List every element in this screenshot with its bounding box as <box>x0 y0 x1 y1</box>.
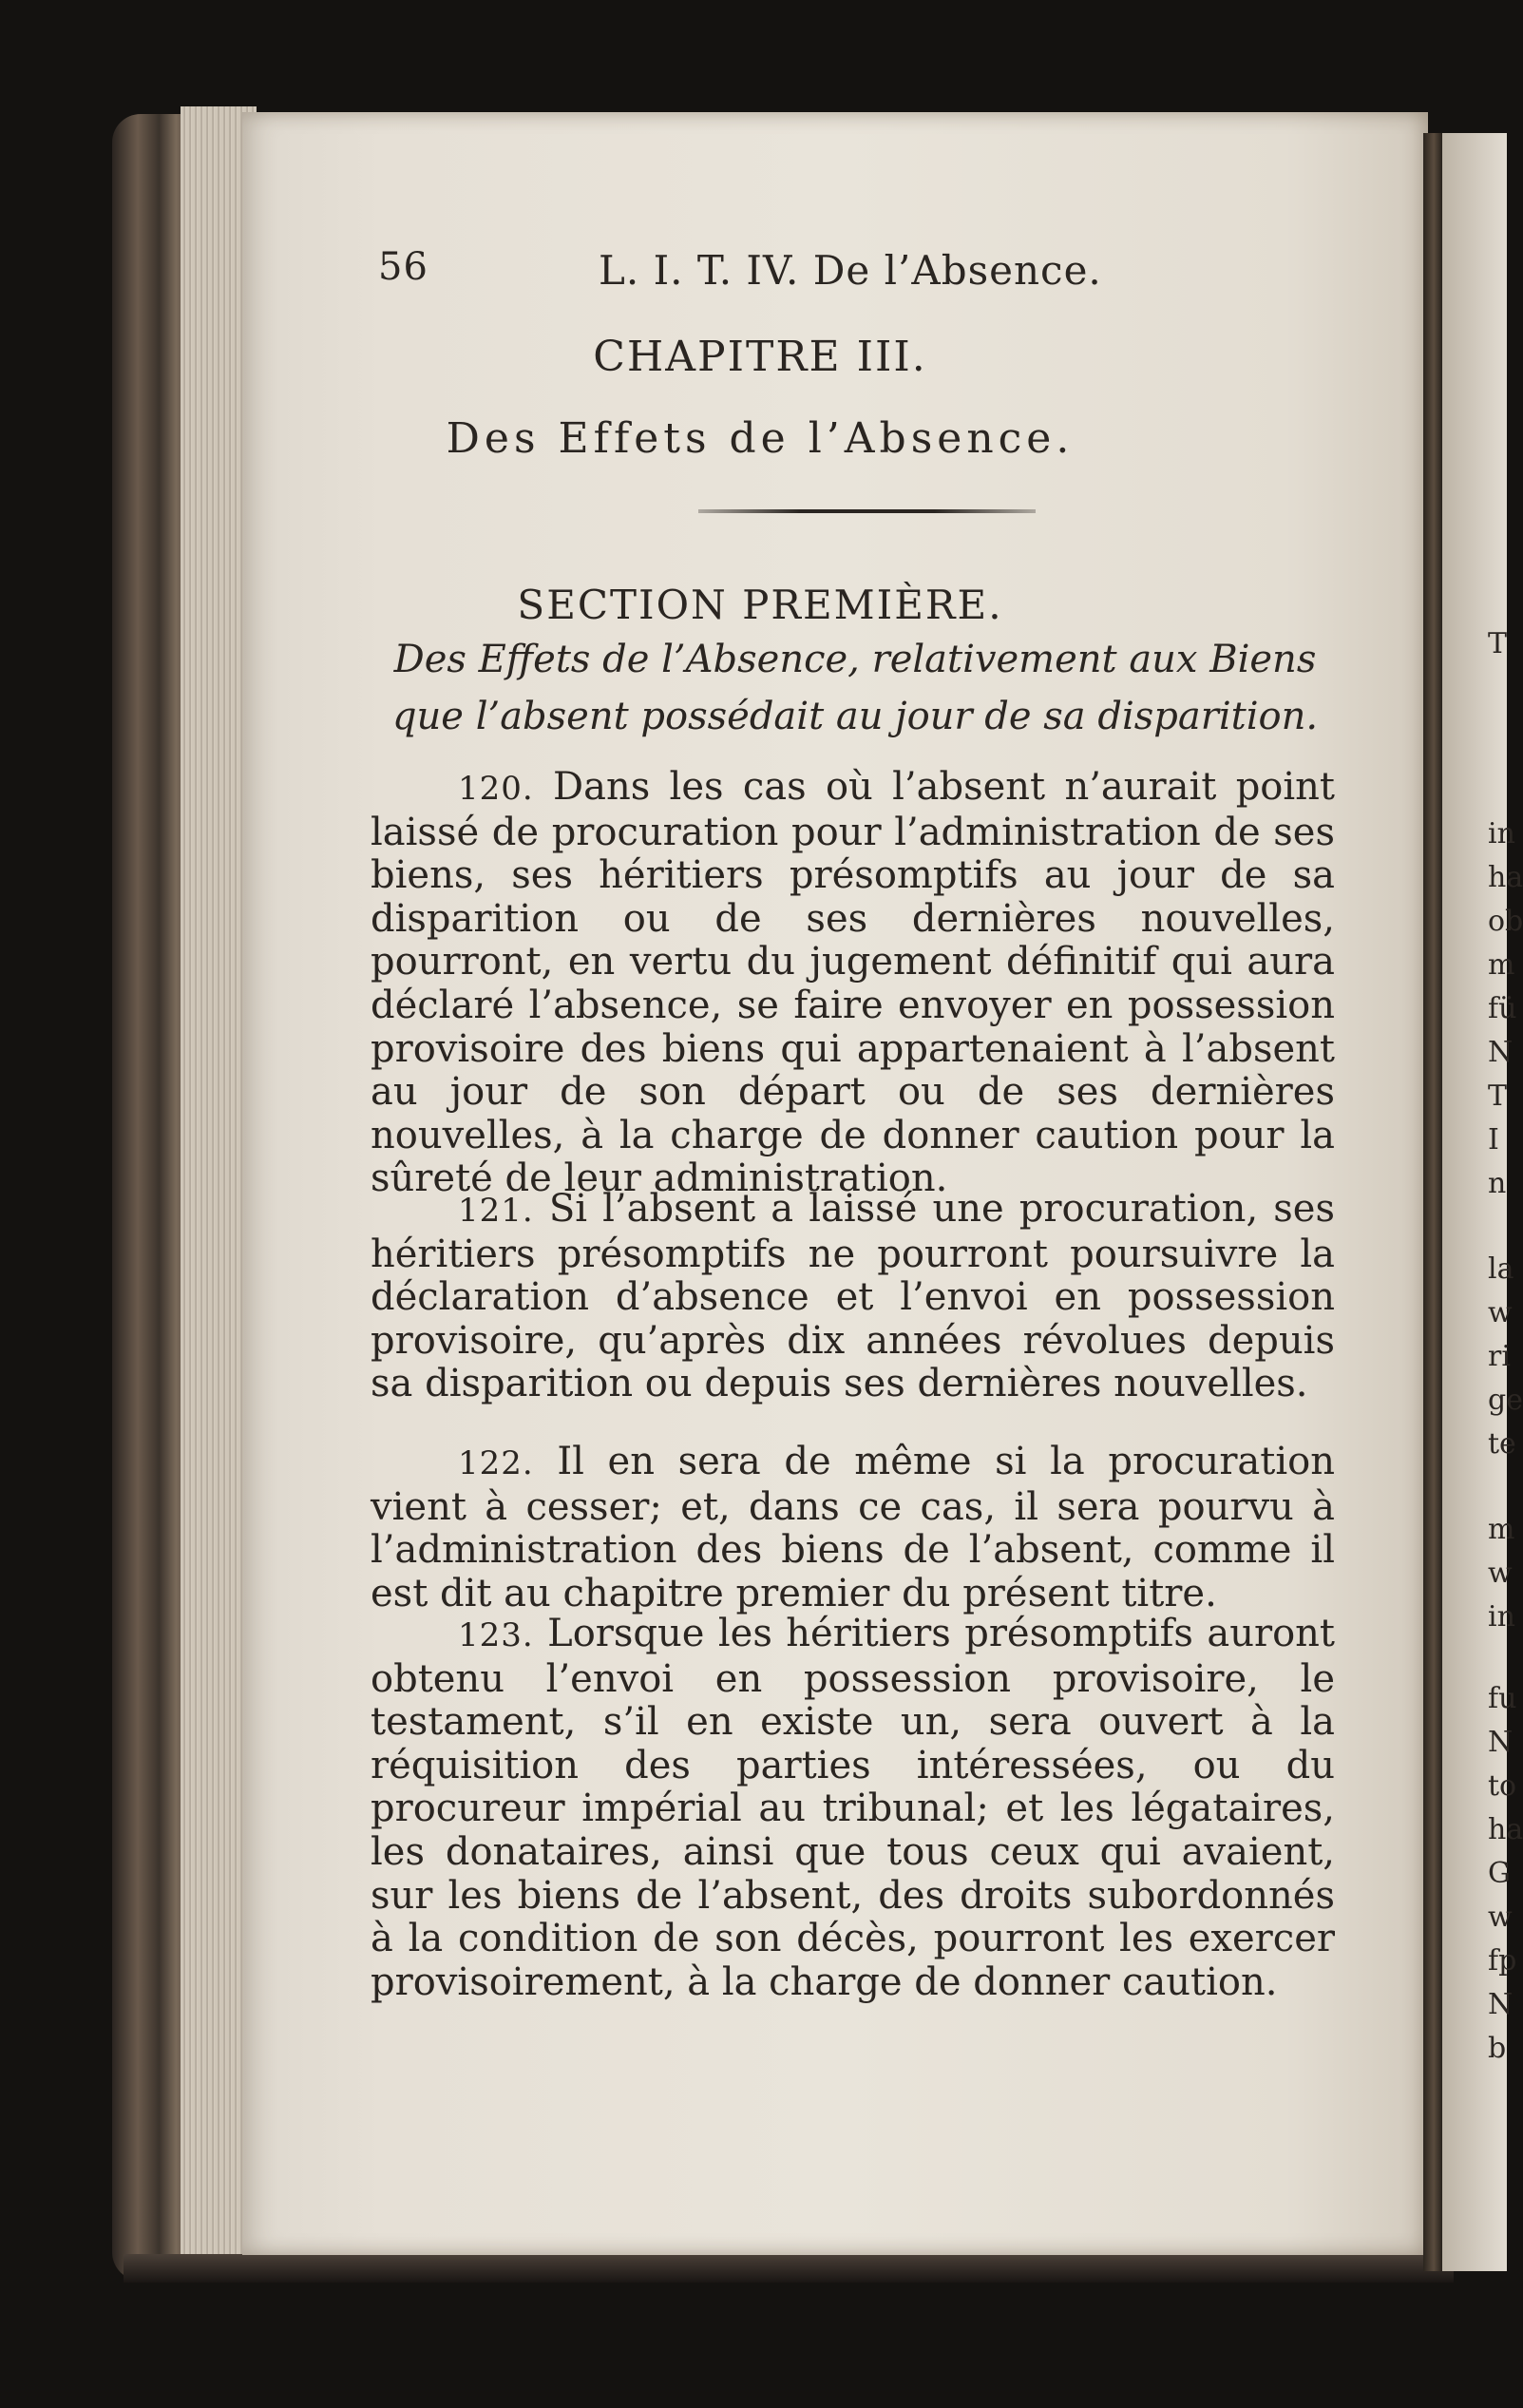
bleed-line: la <box>1488 1252 1514 1286</box>
running-header <box>378 245 1233 302</box>
divider-rule <box>698 509 1036 513</box>
article-120 <box>371 766 1335 1201</box>
bleed-line: N <box>1488 1726 1513 1759</box>
article-123 <box>371 1613 1335 2004</box>
article-number: 122. <box>458 1444 534 1482</box>
chapter-subtitle: Des Effets de l’Absence. <box>446 414 1075 463</box>
bleed-line: ob <box>1488 905 1523 938</box>
bleed-line: ha <box>1488 861 1523 894</box>
bleed-line: in <box>1488 1600 1515 1634</box>
article-121 <box>371 1188 1335 1406</box>
article-text: Il en sera de même si la procuration vient à cesser; et, dans ce cas, il sera pourvu à l’administration des biens de l’absent, comme il est dit au chapitre premier du présent titre. <box>371 1440 1335 1615</box>
article-number: 121. <box>458 1192 534 1230</box>
running-title: L. I. T. IV. De l’Absence. <box>599 247 1102 294</box>
bleed-line: fü <box>1488 992 1517 1025</box>
bleed-line: m <box>1488 1513 1515 1546</box>
book-gutter <box>1423 133 1444 2271</box>
bleed-line: w <box>1488 1296 1513 1329</box>
article-text: Lorsque les héritiers présomptifs auront obtenu l’envoi en possession provisoire, le testament, s’il en existe un, sera ouvert à la réquisition des parties intéressées, ou du procureur impérial au tribunal; et les légataires, les donataires, ainsi que tous ceux qui avaient, sur les biens de l’absent, des droits subordonnés à la condition de son décès, pourront les exercer provisoirement, à la charge de donner caution. <box>371 1612 1336 2004</box>
book-bottom-edge <box>124 2254 1454 2283</box>
bleed-line: w <box>1488 1901 1513 1934</box>
page-number: 56 <box>378 245 428 289</box>
bleed-line: G <box>1488 1857 1511 1890</box>
article-122 <box>371 1441 1335 1615</box>
bleed-line: ha <box>1488 1813 1523 1846</box>
bleed-line: n <box>1488 1167 1507 1200</box>
bleed-line: m <box>1488 948 1515 982</box>
chapter-title: CHAPITRE III. <box>593 333 927 381</box>
article-text: Si l’absent a laissé une procuration, ses héritiers présomptifs ne pourront poursuivre la déclaration d’absence et l’envoi en possession provisoire, qu’après dix années révolues depuis sa disparition ou depuis ses dernières nouvelles. <box>371 1187 1336 1406</box>
bleed-line: b <box>1488 2032 1507 2065</box>
bleed-line: N <box>1488 1988 1513 2021</box>
bleed-line: N <box>1488 1036 1513 1069</box>
article-number: 120. <box>458 770 534 808</box>
section-title: SECTION PREMIÈRE. <box>517 582 1003 628</box>
bleed-line: ri <box>1488 1340 1511 1373</box>
bleed-line: fp <box>1488 1944 1517 1978</box>
article-number: 123. <box>458 1616 534 1654</box>
bleed-line: T <box>1488 1080 1508 1113</box>
facing-page-edge <box>1442 133 1523 2271</box>
bleed-line: w <box>1488 1557 1513 1590</box>
bleed-line: to <box>1488 1769 1517 1803</box>
bleed-line: te <box>1488 1427 1516 1461</box>
bleed-line: I <box>1488 1123 1499 1156</box>
bleed-line: ge <box>1488 1384 1523 1417</box>
article-text: Dans les cas où l’absent n’aurait point laissé de procuration pour l’administration de ses biens, ses héritiers présomptifs au jour de sa disparition ou de ses dernières nouvelles, pourront, en vertu du jugement définitif qui aura déclaré l’absence, se faire envoyer en possession provisoire des biens qui appartenaient à l’absent au jour de son départ ou de ses dernières nouvelles, à la charge de donner caution pour la sûreté de leur administration. <box>371 765 1336 1201</box>
bleed-line: T <box>1488 627 1508 660</box>
bleed-line: fu <box>1488 1682 1517 1715</box>
bleed-line: in <box>1488 817 1515 850</box>
section-subtitle: Des Effets de l’Absence, relativement aux Biens que l’absent possédait au jour de sa disparition. <box>391 638 1319 738</box>
